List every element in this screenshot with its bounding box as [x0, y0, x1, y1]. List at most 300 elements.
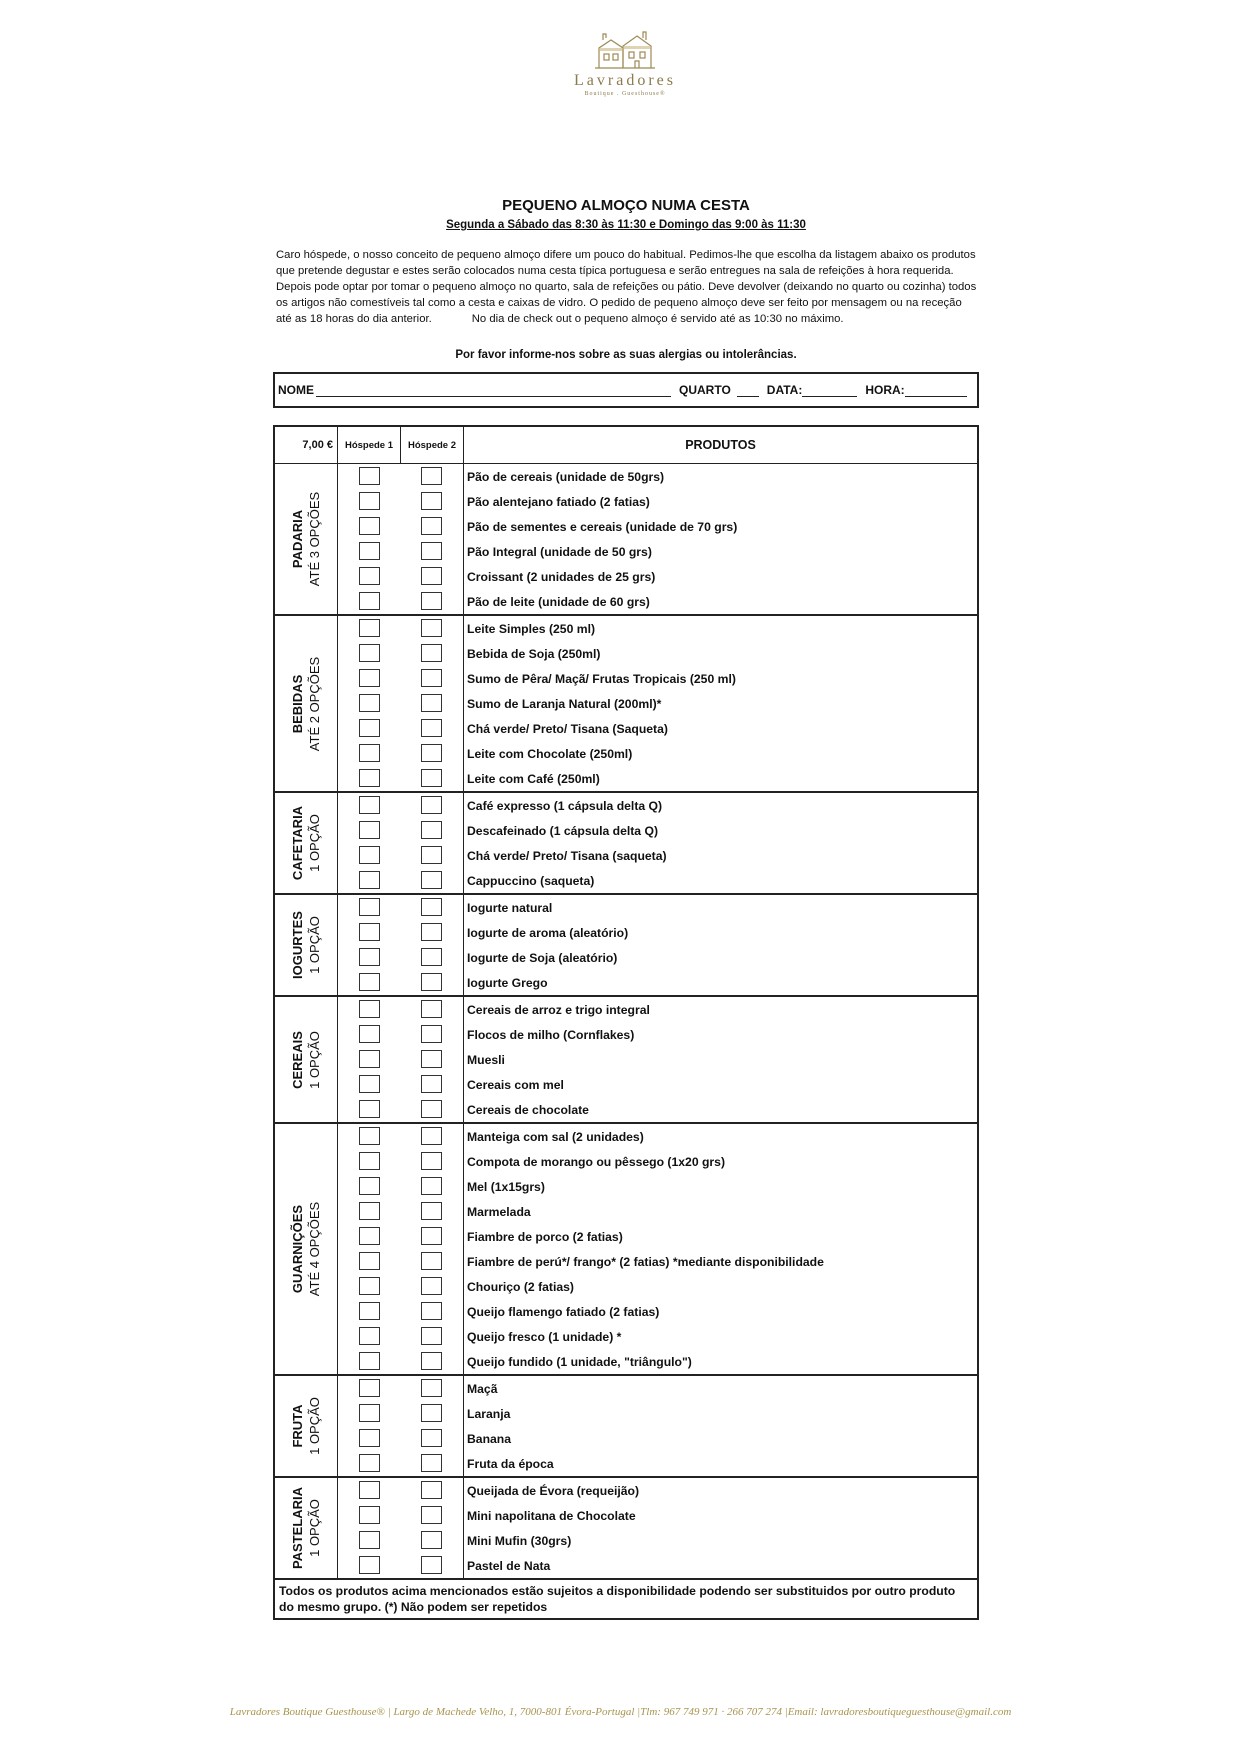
guest2-checkbox[interactable]	[421, 694, 442, 712]
guest2-checkbox[interactable]	[421, 1127, 442, 1145]
name-field[interactable]	[316, 384, 671, 397]
guest2-checkbox-cell	[401, 894, 464, 920]
guest2-checkbox-cell	[401, 1528, 464, 1553]
guest1-checkbox-cell	[338, 589, 401, 615]
table-row	[274, 1451, 978, 1477]
guest2-checkbox[interactable]	[421, 923, 442, 941]
guest1-checkbox[interactable]	[359, 948, 380, 966]
guest1-checkbox[interactable]	[359, 1531, 380, 1549]
guest1-checkbox-cell	[338, 1477, 401, 1503]
guest2-checkbox-cell	[401, 1249, 464, 1274]
guest1-checkbox-cell	[338, 818, 401, 843]
table-row	[274, 843, 978, 868]
guest2-checkbox-cell	[401, 1072, 464, 1097]
guest2-checkbox-cell	[401, 464, 464, 490]
table-row	[274, 1123, 978, 1149]
guest2-checkbox-cell	[401, 1503, 464, 1528]
guest1-checkbox-cell	[338, 1072, 401, 1097]
guest1-checkbox[interactable]	[359, 669, 380, 687]
room-label: QUARTO	[679, 383, 731, 397]
guest1-checkbox-cell	[338, 792, 401, 818]
guest1-checkbox-cell	[338, 868, 401, 894]
guest1-checkbox[interactable]	[359, 694, 380, 712]
category-name: CAFETARIA	[290, 805, 305, 881]
guest1-checkbox[interactable]	[359, 1481, 380, 1499]
guest2-checkbox-cell	[401, 970, 464, 996]
guest2-checkbox[interactable]	[421, 542, 442, 560]
guest2-checkbox[interactable]	[421, 669, 442, 687]
category-cell	[274, 1375, 338, 1477]
product-item: Sumo de Pêra/ Maçã/ Frutas Tropicais (250 ml)	[464, 666, 979, 691]
table-row	[274, 1349, 978, 1375]
guest2-checkbox[interactable]	[421, 1302, 442, 1320]
guest1-checkbox[interactable]	[359, 1556, 380, 1574]
guest1-checkbox-cell	[338, 1426, 401, 1451]
product-item: Leite com Chocolate (250ml)	[464, 741, 979, 766]
table-row	[274, 1249, 978, 1274]
guest1-checkbox-cell	[338, 1149, 401, 1174]
product-item: Pão de cereais (unidade de 50grs)	[464, 464, 979, 490]
table-row	[274, 615, 978, 641]
category-name: GUARNIÇÕES	[290, 1204, 305, 1294]
guest2-checkbox[interactable]	[421, 871, 442, 889]
guest2-checkbox-cell	[401, 1477, 464, 1503]
category-limit: 1 OPÇÃO	[307, 1030, 322, 1089]
intro-text-part1: Caro hóspede, o nosso conceito de pequeno almoço difere um pouco do habitual. Pedimos-lhe que escolha da listagem abaixo os produtos que pretende degustar e estes serão colocados numa cesta típica portuguesa e serão entregues na sala de refeições à hora requerida. Depois pode optar por tomar o pequeno almoço no quarto, sala de refeições ou pátio. Deve devolver (deixando no quarto ou cozinha) todos os artigos não comestíveis tal como a cesta e caixas de vidro. O pedido de pequeno almoço deve ser feito por mensagem ou na receção até as 18 horas do dia anterior.	[276, 249, 977, 325]
table-row	[274, 489, 978, 514]
brand-logo	[565, 28, 685, 110]
guest2-checkbox-cell	[401, 514, 464, 539]
guest2-checkbox-cell	[401, 792, 464, 818]
intro-paragraph	[276, 247, 980, 327]
table-header-row	[274, 426, 978, 464]
guest1-checkbox[interactable]	[359, 973, 380, 991]
guest2-checkbox-cell	[401, 1426, 464, 1451]
product-item: Chá verde/ Preto/ Tisana (Saqueta)	[464, 716, 979, 741]
guest1-checkbox-cell	[338, 1274, 401, 1299]
product-item: Queijo fundido (1 unidade, "triângulo")	[464, 1349, 979, 1375]
table-row	[274, 1199, 978, 1224]
product-item: Iogurte de Soja (aleatório)	[464, 945, 979, 970]
guest2-checkbox-cell	[401, 945, 464, 970]
guest2-checkbox-cell	[401, 920, 464, 945]
table-row	[274, 1324, 978, 1349]
guest2-checkbox[interactable]	[421, 1277, 442, 1295]
guest1-checkbox-cell	[338, 564, 401, 589]
guest2-checkbox-cell	[401, 1022, 464, 1047]
guest1-checkbox-cell	[338, 1224, 401, 1249]
guest2-checkbox[interactable]	[421, 492, 442, 510]
guest1-checkbox-cell	[338, 1249, 401, 1274]
guest1-checkbox-cell	[338, 1503, 401, 1528]
guest2-checkbox[interactable]	[421, 1100, 442, 1118]
table-row	[274, 945, 978, 970]
product-item: Muesli	[464, 1047, 979, 1072]
breakfast-menu-table	[273, 425, 979, 1580]
guest1-checkbox[interactable]	[359, 1050, 380, 1068]
guest2-checkbox[interactable]	[421, 1556, 442, 1574]
product-item: Mel (1x15grs)	[464, 1174, 979, 1199]
guest1-checkbox-cell	[338, 1375, 401, 1401]
category-cell	[274, 1123, 338, 1375]
product-item: Pão de leite (unidade de 60 grs)	[464, 589, 979, 615]
category-name: IOGURTES	[290, 911, 305, 979]
product-item: Pão alentejano fatiado (2 fatias)	[464, 489, 979, 514]
guest1-checkbox[interactable]	[359, 796, 380, 814]
category-label	[289, 656, 323, 750]
guest2-checkbox-cell	[401, 1174, 464, 1199]
table-row	[274, 868, 978, 894]
guest2-checkbox[interactable]	[421, 644, 442, 662]
brand-name: Lavradores	[574, 72, 676, 89]
guest1-checkbox[interactable]	[359, 492, 380, 510]
guest2-checkbox-cell	[401, 1224, 464, 1249]
guest2-checkbox[interactable]	[421, 619, 442, 637]
guest2-checkbox-cell	[401, 691, 464, 716]
table-row	[274, 894, 978, 920]
guest2-checkbox[interactable]	[421, 1481, 442, 1499]
guest2-checkbox[interactable]	[421, 821, 442, 839]
product-item: Manteiga com sal (2 unidades)	[464, 1123, 979, 1149]
guest1-checkbox[interactable]	[359, 1327, 380, 1345]
room-field[interactable]	[737, 384, 759, 397]
guest1-checkbox[interactable]	[359, 1352, 380, 1370]
guest1-checkbox[interactable]	[359, 1075, 380, 1093]
product-item: Croissant (2 unidades de 25 grs)	[464, 564, 979, 589]
guest2-checkbox-cell	[401, 666, 464, 691]
product-item: Pão Integral (unidade de 50 grs)	[464, 539, 979, 564]
brand-subtitle: Boutique . Guesthouse®	[584, 91, 666, 97]
footer-contact: Lavradores Boutique Guesthouse® | Largo de Machede Velho, 1, 7000-801 Évora-Portugal |Tlm: 967 749 971 · 266 707 274 |Email: lavradoresboutiqueguesthouse@gmail.com	[229, 1706, 1012, 1718]
guest1-checkbox[interactable]	[359, 1506, 380, 1524]
guest2-checkbox[interactable]	[421, 1327, 442, 1345]
table-row	[274, 539, 978, 564]
product-item: Cappuccino (saqueta)	[464, 868, 979, 894]
guest1-checkbox[interactable]	[359, 1404, 380, 1422]
product-item: Bebida de Soja (250ml)	[464, 641, 979, 666]
guest2-checkbox-cell	[401, 1123, 464, 1149]
guest2-checkbox[interactable]	[421, 846, 442, 864]
table-row	[274, 1299, 978, 1324]
table-row	[274, 1022, 978, 1047]
product-item: Iogurte natural	[464, 894, 979, 920]
category-cell	[274, 1477, 338, 1579]
guest2-checkbox-cell	[401, 716, 464, 741]
guest1-checkbox[interactable]	[359, 846, 380, 864]
product-item: Chá verde/ Preto/ Tisana (saqueta)	[464, 843, 979, 868]
guest1-checkbox-cell	[338, 1097, 401, 1123]
product-item: Chouriço (2 fatias)	[464, 1274, 979, 1299]
guest2-checkbox-cell	[401, 1149, 464, 1174]
guest1-checkbox[interactable]	[359, 1302, 380, 1320]
table-row	[274, 1401, 978, 1426]
guest2-checkbox[interactable]	[421, 592, 442, 610]
guest-info-row	[273, 372, 979, 408]
category-name: CEREAIS	[290, 1030, 305, 1089]
house-logo-icon	[593, 28, 657, 70]
time-field[interactable]	[905, 384, 967, 397]
guest1-checkbox[interactable]	[359, 1379, 380, 1397]
date-label: DATA:	[766, 383, 803, 397]
guest2-checkbox-cell	[401, 1274, 464, 1299]
category-name: PADARIA	[290, 509, 305, 569]
table-row	[274, 564, 978, 589]
guest2-checkbox[interactable]	[421, 1252, 442, 1270]
guest1-checkbox-cell	[338, 1174, 401, 1199]
schedule-text: Segunda a Sábado das 8:30 às 11:30 e Domingo das 9:00 às 11:30	[446, 219, 806, 231]
guest2-checkbox[interactable]	[421, 1000, 442, 1018]
table-row	[274, 691, 978, 716]
guest2-checkbox-cell	[401, 1401, 464, 1426]
product-item: Cereais com mel	[464, 1072, 979, 1097]
table-row	[274, 716, 978, 741]
guest1-checkbox[interactable]	[359, 1227, 380, 1245]
guest1-checkbox-cell	[338, 945, 401, 970]
product-item: Café expresso (1 cápsula delta Q)	[464, 792, 979, 818]
product-item: Fiambre de porco (2 fatias)	[464, 1224, 979, 1249]
intro-text-part2: No dia de check out o pequeno almoço é servido até as 10:30 no máximo.	[471, 313, 844, 325]
guest1-checkbox-cell	[338, 1324, 401, 1349]
guest1-checkbox-cell	[338, 489, 401, 514]
date-field[interactable]	[802, 384, 857, 397]
guest2-checkbox-cell	[401, 1451, 464, 1477]
guest1-checkbox-cell	[338, 615, 401, 641]
guest2-checkbox-cell	[401, 539, 464, 564]
product-item: Leite Simples (250 ml)	[464, 615, 979, 641]
time-label: HORA:	[865, 383, 905, 397]
table-row	[274, 1097, 978, 1123]
guest2-checkbox[interactable]	[421, 769, 442, 787]
product-item: Mini napolitana de Chocolate	[464, 1503, 979, 1528]
guest1-checkbox[interactable]	[359, 517, 380, 535]
guest2-checkbox-cell	[401, 1349, 464, 1375]
product-item: Cereais de arroz e trigo integral	[464, 996, 979, 1022]
guest2-checkbox-cell	[401, 1199, 464, 1224]
table-row	[274, 1174, 978, 1199]
price-header: 7,00 €	[274, 426, 338, 464]
guest1-checkbox-cell	[338, 1123, 401, 1149]
guest2-checkbox[interactable]	[421, 517, 442, 535]
category-cell	[274, 792, 338, 894]
guest2-checkbox[interactable]	[421, 1025, 442, 1043]
product-item: Pastel de Nata	[464, 1553, 979, 1579]
product-item: Banana	[464, 1426, 979, 1451]
guest1-checkbox-cell	[338, 539, 401, 564]
guest2-checkbox[interactable]	[421, 1506, 442, 1524]
guest2-checkbox-cell	[401, 996, 464, 1022]
guest2-checkbox[interactable]	[421, 744, 442, 762]
guest1-checkbox-cell	[338, 970, 401, 996]
category-label	[289, 1397, 323, 1455]
table-row	[274, 970, 978, 996]
guest2-checkbox[interactable]	[421, 1454, 442, 1472]
guest2-checkbox[interactable]	[421, 567, 442, 585]
guest1-checkbox-cell	[338, 920, 401, 945]
guest2-checkbox[interactable]	[421, 719, 442, 737]
product-item: Laranja	[464, 1401, 979, 1426]
product-item: Compota de morango ou pêssego (1x20 grs)	[464, 1149, 979, 1174]
product-item: Queijo fresco (1 unidade) *	[464, 1324, 979, 1349]
guest1-checkbox-cell	[338, 691, 401, 716]
table-row	[274, 1553, 978, 1579]
category-cell	[274, 464, 338, 616]
category-limit: 1 OPÇÃO	[307, 1499, 322, 1557]
category-label	[289, 806, 323, 880]
category-cell	[274, 996, 338, 1123]
table-row	[274, 996, 978, 1022]
guest2-checkbox[interactable]	[421, 1531, 442, 1549]
guest1-checkbox[interactable]	[359, 1252, 380, 1270]
product-item: Queijada de Évora (requeijão)	[464, 1477, 979, 1503]
guest2-checkbox[interactable]	[421, 1227, 442, 1245]
guest2-checkbox[interactable]	[421, 1429, 442, 1447]
guest2-checkbox-cell	[401, 868, 464, 894]
category-label	[289, 492, 323, 586]
table-row	[274, 1426, 978, 1451]
guest2-checkbox-cell	[401, 818, 464, 843]
table-row	[274, 1274, 978, 1299]
guest1-checkbox-cell	[338, 894, 401, 920]
guest1-checkbox[interactable]	[359, 871, 380, 889]
guest1-checkbox-cell	[338, 1047, 401, 1072]
category-cell	[274, 894, 338, 996]
category-cell	[274, 615, 338, 792]
guest1-checkbox-cell	[338, 766, 401, 792]
guest2-checkbox-cell	[401, 641, 464, 666]
table-row	[274, 1528, 978, 1553]
guest1-checkbox[interactable]	[359, 1152, 380, 1170]
table-row	[274, 514, 978, 539]
table-row	[274, 792, 978, 818]
guest2-checkbox[interactable]	[421, 1352, 442, 1370]
guest2-checkbox[interactable]	[421, 1202, 442, 1220]
guest1-checkbox[interactable]	[359, 467, 380, 485]
guest1-checkbox[interactable]	[359, 619, 380, 637]
guest1-checkbox[interactable]	[359, 821, 380, 839]
category-limit: 1 OPÇÃO	[307, 1397, 322, 1455]
guest1-checkbox[interactable]	[359, 719, 380, 737]
guest2-checkbox[interactable]	[421, 1404, 442, 1422]
guest1-checkbox-cell	[338, 1401, 401, 1426]
guest1-checkbox-cell	[338, 1299, 401, 1324]
guest2-checkbox[interactable]	[421, 948, 442, 966]
guest1-checkbox-cell	[338, 641, 401, 666]
category-limit: ATÉ 3 OPÇÕES	[307, 491, 322, 587]
guest2-checkbox[interactable]	[421, 973, 442, 991]
guest1-checkbox[interactable]	[359, 1429, 380, 1447]
category-label	[289, 1487, 323, 1569]
guest1-checkbox[interactable]	[359, 744, 380, 762]
product-item: Flocos de milho (Cornflakes)	[464, 1022, 979, 1047]
table-row	[274, 1224, 978, 1249]
guest1-checkbox[interactable]	[359, 1202, 380, 1220]
table-row	[274, 589, 978, 615]
table-row	[274, 1477, 978, 1503]
guest1-checkbox[interactable]	[359, 592, 380, 610]
guest2-checkbox-cell	[401, 589, 464, 615]
guest1-checkbox[interactable]	[359, 923, 380, 941]
guest1-checkbox[interactable]	[359, 769, 380, 787]
guest2-checkbox[interactable]	[421, 1177, 442, 1195]
guest1-checkbox[interactable]	[359, 644, 380, 662]
guest1-checkbox-cell	[338, 1451, 401, 1477]
guest2-checkbox[interactable]	[421, 1152, 442, 1170]
product-item: Marmelada	[464, 1199, 979, 1224]
table-row	[274, 641, 978, 666]
guest1-checkbox-cell	[338, 843, 401, 868]
category-limit: ATÉ 4 OPÇÕES	[307, 1201, 322, 1297]
guest1-checkbox[interactable]	[359, 1177, 380, 1195]
guest1-checkbox[interactable]	[359, 567, 380, 585]
guest1-checkbox-cell	[338, 666, 401, 691]
guest1-checkbox-cell	[338, 996, 401, 1022]
guest1-checkbox[interactable]	[359, 1000, 380, 1018]
guest2-checkbox-cell	[401, 564, 464, 589]
guest2-checkbox-cell	[401, 1375, 464, 1401]
guest1-checkbox-cell	[338, 464, 401, 490]
guest2-checkbox-cell	[401, 489, 464, 514]
guest2-checkbox-cell	[401, 1299, 464, 1324]
guest1-checkbox[interactable]	[359, 1127, 380, 1145]
product-item: Sumo de Laranja Natural (200ml)*	[464, 691, 979, 716]
guest2-checkbox[interactable]	[421, 796, 442, 814]
guest2-checkbox-cell	[401, 1553, 464, 1579]
table-row	[274, 1149, 978, 1174]
product-item: Maçã	[464, 1375, 979, 1401]
guest1-checkbox[interactable]	[359, 542, 380, 560]
table-row	[274, 1375, 978, 1401]
guest1-checkbox[interactable]	[359, 1277, 380, 1295]
guest1-checkbox-cell	[338, 741, 401, 766]
category-name: PASTELARIA	[290, 1486, 305, 1570]
guest2-checkbox[interactable]	[421, 898, 442, 916]
category-name: BEBIDAS	[290, 674, 305, 733]
table-row	[274, 1047, 978, 1072]
category-limit: 1 OPÇÃO	[307, 916, 322, 974]
guest1-checkbox[interactable]	[359, 1100, 380, 1118]
table-row	[274, 766, 978, 792]
guest2-checkbox-cell	[401, 843, 464, 868]
guest1-checkbox[interactable]	[359, 1454, 380, 1472]
guest1-checkbox-cell	[338, 514, 401, 539]
category-name: FRUTA	[290, 1404, 305, 1448]
products-header: PRODUTOS	[464, 426, 979, 464]
guest2-checkbox[interactable]	[421, 1050, 442, 1068]
product-item: Mini Mufin (30grs)	[464, 1528, 979, 1553]
guest2-checkbox[interactable]	[421, 1379, 442, 1397]
table-row	[274, 1503, 978, 1528]
category-label	[289, 911, 323, 979]
guest2-checkbox-cell	[401, 741, 464, 766]
table-row	[274, 464, 978, 490]
guest2-header: Hóspede 2	[401, 426, 464, 464]
category-limit: ATÉ 2 OPÇÕES	[307, 656, 322, 751]
availability-note: Todos os produtos acima mencionados estão sujeitos a disponibilidade podendo ser substituidos por outro produto do mesmo grupo. (*) Não podem ser repetidos	[273, 1580, 979, 1620]
product-item: Descafeinado (1 cápsula delta Q)	[464, 818, 979, 843]
table-row	[274, 666, 978, 691]
guest2-checkbox-cell	[401, 615, 464, 641]
guest1-checkbox-cell	[338, 716, 401, 741]
guest1-header: Hóspede 1	[338, 426, 401, 464]
table-row	[274, 818, 978, 843]
guest1-checkbox[interactable]	[359, 898, 380, 916]
guest2-checkbox[interactable]	[421, 467, 442, 485]
menu-body	[274, 464, 978, 1580]
product-item: Cereais de chocolate	[464, 1097, 979, 1123]
guest1-checkbox-cell	[338, 1528, 401, 1553]
guest1-checkbox[interactable]	[359, 1025, 380, 1043]
guest2-checkbox[interactable]	[421, 1075, 442, 1093]
